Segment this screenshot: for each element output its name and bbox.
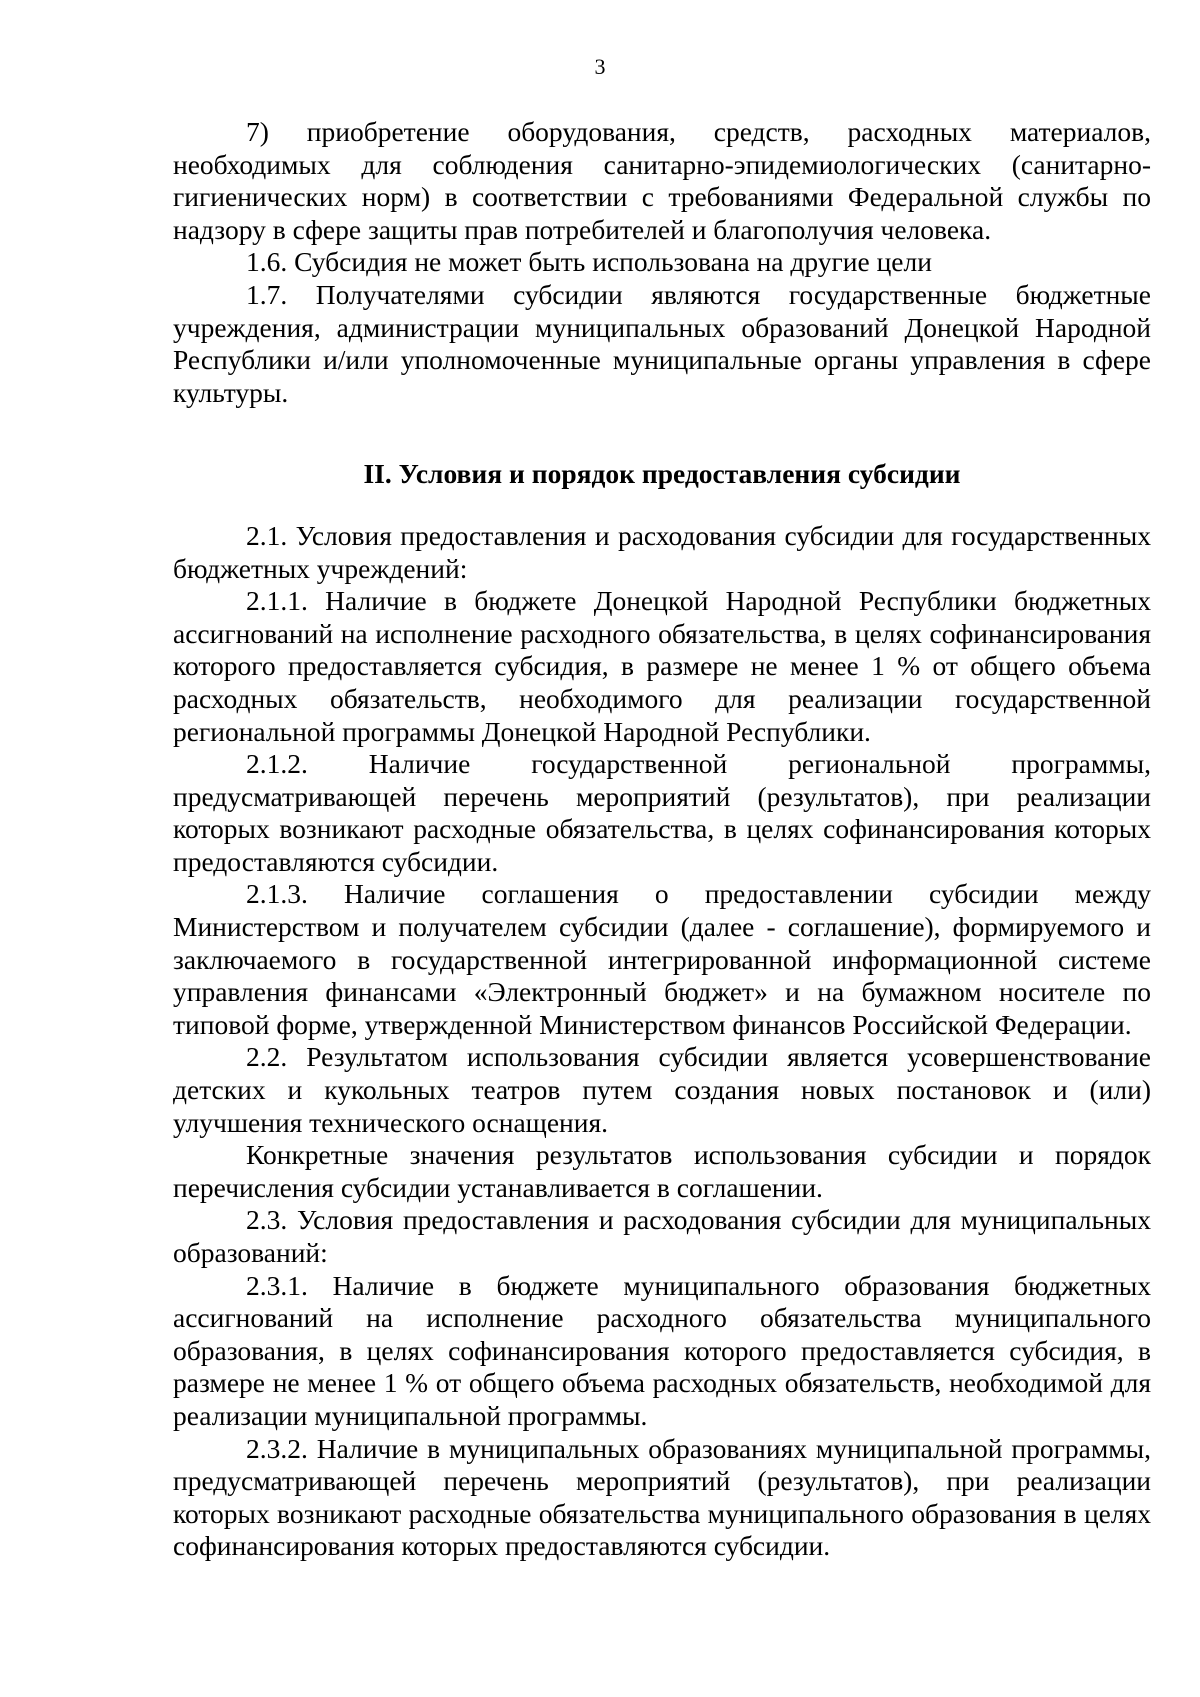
paragraph-2-1-2: 2.1.2. Наличие государственной региональной программы, предусматривающей перечень мероприятий (результатов), при реализации которых возникают расходные обязательства, в целях софинансирования которых предоставляются субсидии. (173, 748, 1151, 877)
paragraph-2-3: 2.3. Условия предоставления и расходования субсидии для муниципальных образований: (173, 1204, 1151, 1268)
paragraph-1-7: 1.7. Получателями субсидии являются государственные бюджетные учреждения, администрации муниципальных образований Донецкой Народной Республики и/или уполномоченные муниципальные органы управления в сфере культуры. (173, 278, 1151, 408)
paragraph-results: Конкретные значения результатов использования субсидии и порядок перечисления субсидии устанавливается в соглашении. (173, 1139, 1151, 1203)
page-number: 3 (594, 54, 606, 79)
paragraph-2-3-2: 2.3.2. Наличие в муниципальных образованиях муниципальной программы, предусматривающей перечень мероприятий (результатов), при реализации которых возникают расходные обязательства муниципального образования в целях софинансирования которых предоставляются субсидии. (173, 1432, 1151, 1562)
paragraph-2-2: 2.2. Результатом использования субсидии является усовершенствование детских и кукольных театров путем создания новых постановок и (или) улучшения технического оснащения. (173, 1041, 1151, 1138)
paragraph-2-1: 2.1. Условия предоставления и расходования субсидии для государственных бюджетных учреждений: (173, 519, 1151, 584)
document-body (173, 116, 1151, 1563)
paragraph-2-1-1: 2.1.1. Наличие в бюджете Донецкой Народной Республики бюджетных ассигнований на исполнение расходного обязательства, в целях софинансирования которого предоставляется субсидия, в размере не менее 1 % от общего объема расходных обязательств, необходимого для реализации государственной региональной программы Донецкой Народной Республики. (173, 585, 1151, 747)
paragraph-item-7: 7) приобретение оборудования, средств, расходных материалов, необходимых для соблюдения санитарно-эпидемиологических (санитарно-гигиенических норм) в соответствии с требованиями Федеральной службы по надзору в сфере защиты прав потребителей и благополучия человека. (173, 116, 1151, 245)
section-heading: II. Условия и порядок предоставления субсидии (363, 458, 961, 490)
paragraph-2-3-1: 2.3.1. Наличие в бюджете муниципального образования бюджетных ассигнований на исполнение расходного обязательства муниципального образования, в целях софинансирования которого предоставляется субсидия, в размере не менее 1 % от общего объема расходных обязательств, необходимой для реализации муниципальной программы. (173, 1269, 1151, 1431)
paragraph-2-1-3: 2.1.3. Наличие соглашения о предоставлении субсидии между Министерством и получателем субсидии (далее - соглашение), формируемого и заключаемого в государственной интегрированной информационной системе управления финансами «Электронный бюджет» и на бумажном носителе по типовой форме, утвержденной Министерством финансов Российской Федерации. (173, 878, 1151, 1040)
paragraph-1-6: 1.6. Субсидия не может быть использована на другие цели (246, 246, 932, 278)
